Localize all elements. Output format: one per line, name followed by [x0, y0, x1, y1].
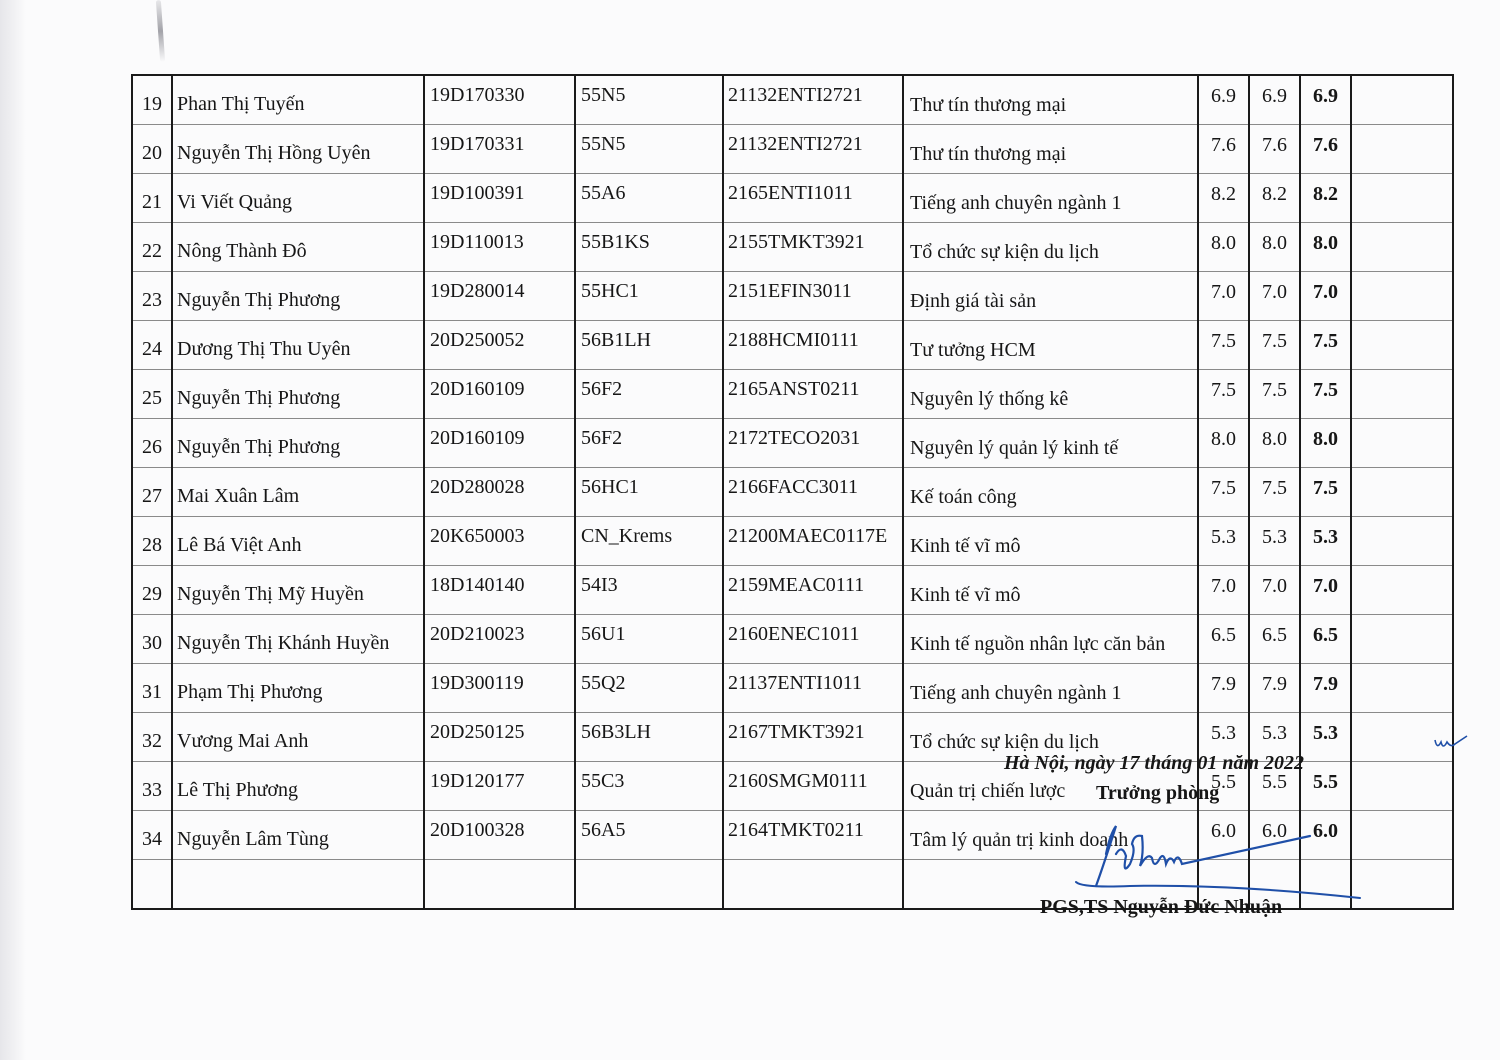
student-name: Lê Thị Phương [172, 762, 424, 811]
student-id: 20D210023 [424, 615, 575, 664]
class-code: 55Q2 [575, 664, 723, 713]
score-1: 6.9 [1198, 75, 1249, 125]
class-code: 56B1LH [575, 321, 723, 370]
score-2: 7.0 [1249, 272, 1300, 321]
final-score: 7.0 [1300, 272, 1351, 321]
final-score: 7.5 [1300, 321, 1351, 370]
table-row [132, 566, 1453, 615]
student-id: 19D170330 [424, 75, 575, 125]
class-code: 56HC1 [575, 468, 723, 517]
table-row [132, 615, 1453, 664]
student-name: Lê Bá Việt Anh [172, 517, 424, 566]
student-id: 20K650003 [424, 517, 575, 566]
student-name: Nguyễn Thị Hồng Uyên [172, 125, 424, 174]
student-id: 20D100328 [424, 811, 575, 860]
student-id: 19D280014 [424, 272, 575, 321]
score-2: 5.3 [1249, 517, 1300, 566]
score-2: 5.3 [1249, 713, 1300, 762]
subject-name: Tiếng anh chuyên ngành 1 [903, 174, 1198, 223]
row-number: 31 [132, 664, 172, 713]
score-2: 8.2 [1249, 174, 1300, 223]
student-name: Nguyễn Thị Phương [172, 272, 424, 321]
subject-name: Tư tưởng HCM [903, 321, 1198, 370]
course-code: 2188HCMI0111 [723, 321, 903, 370]
score-1: 7.5 [1198, 468, 1249, 517]
final-score: 6.5 [1300, 615, 1351, 664]
table-row [132, 370, 1453, 419]
course-code: 2167TMKT3921 [723, 713, 903, 762]
course-code [723, 860, 903, 910]
student-name [172, 860, 424, 910]
table-row [132, 272, 1453, 321]
score-2: 7.5 [1249, 468, 1300, 517]
course-code: 2165ANST0211 [723, 370, 903, 419]
table-row [132, 517, 1453, 566]
score-1: 7.5 [1198, 370, 1249, 419]
student-id: 19D120177 [424, 762, 575, 811]
course-code: 2160ENEC1011 [723, 615, 903, 664]
subject-name: Quản trị chiến lược [903, 762, 1198, 811]
row-number: 25 [132, 370, 172, 419]
score-1: 5.3 [1198, 517, 1249, 566]
score-1: 6.0 [1198, 811, 1249, 860]
student-id: 20D160109 [424, 419, 575, 468]
subject-name: Tâm lý quản trị kinh doanh [903, 811, 1198, 860]
student-id: 19D100391 [424, 174, 575, 223]
subject-name: Tiếng anh chuyên ngành 1 [903, 664, 1198, 713]
row-number: 19 [132, 75, 172, 125]
final-score: 7.9 [1300, 664, 1351, 713]
row-number: 30 [132, 615, 172, 664]
note-cell [1351, 125, 1453, 174]
subject-name: Kinh tế vĩ mô [903, 517, 1198, 566]
note-cell [1351, 762, 1453, 811]
note-cell [1351, 174, 1453, 223]
course-code: 2155TMKT3921 [723, 223, 903, 272]
row-number: 20 [132, 125, 172, 174]
final-score: 7.0 [1300, 566, 1351, 615]
score-2: 7.5 [1249, 321, 1300, 370]
score-2: 8.0 [1249, 223, 1300, 272]
row-number: 27 [132, 468, 172, 517]
row-number: 34 [132, 811, 172, 860]
note-cell [1351, 566, 1453, 615]
class-code: 56F2 [575, 370, 723, 419]
scan-left-edge [0, 0, 26, 1060]
note-cell [1351, 517, 1453, 566]
subject-name: Nguyên lý thống kê [903, 370, 1198, 419]
score-1: 7.0 [1198, 272, 1249, 321]
score-2: 6.5 [1249, 615, 1300, 664]
student-name: Nguyễn Thị Phương [172, 370, 424, 419]
student-id: 19D300119 [424, 664, 575, 713]
row-number: 21 [132, 174, 172, 223]
score-2: 7.9 [1249, 664, 1300, 713]
note-cell [1351, 272, 1453, 321]
subject-name: Kinh tế vĩ mô [903, 566, 1198, 615]
row-number: 33 [132, 762, 172, 811]
student-name: Nguyễn Lâm Tùng [172, 811, 424, 860]
subject-name: Định giá tài sản [903, 272, 1198, 321]
note-cell [1351, 223, 1453, 272]
student-name: Nguyễn Thị Phương [172, 419, 424, 468]
note-cell [1351, 75, 1453, 125]
final-score: 8.2 [1300, 174, 1351, 223]
row-number: 26 [132, 419, 172, 468]
class-code: 56A5 [575, 811, 723, 860]
class-code: 56U1 [575, 615, 723, 664]
score-1: 5.3 [1198, 713, 1249, 762]
score-1: 8.0 [1198, 223, 1249, 272]
course-code: 2166FACC3011 [723, 468, 903, 517]
grades-table-body [132, 75, 1453, 909]
row-number: 29 [132, 566, 172, 615]
subject-name: Tổ chức sự kiện du lịch [903, 713, 1198, 762]
score-1: 7.6 [1198, 125, 1249, 174]
student-id: 18D140140 [424, 566, 575, 615]
course-code: 2159MEAC0111 [723, 566, 903, 615]
student-id: 20D250125 [424, 713, 575, 762]
signer-role: Trưởng phòng [1096, 782, 1220, 804]
class-code: 56F2 [575, 419, 723, 468]
score-2: 6.0 [1249, 811, 1300, 860]
class-code: 55C3 [575, 762, 723, 811]
final-score: 5.5 [1300, 762, 1351, 811]
row-number: 24 [132, 321, 172, 370]
table-row [132, 125, 1453, 174]
score-2: 7.6 [1249, 125, 1300, 174]
course-code: 21137ENTI1011 [723, 664, 903, 713]
class-code: 54I3 [575, 566, 723, 615]
student-id [424, 860, 575, 910]
table-row [132, 223, 1453, 272]
final-score: 5.3 [1300, 517, 1351, 566]
score-1: 7.0 [1198, 566, 1249, 615]
scan-artifact [156, 0, 165, 62]
score-1: 8.2 [1198, 174, 1249, 223]
student-name: Nguyễn Thị Khánh Huyền [172, 615, 424, 664]
row-number [132, 860, 172, 910]
class-code: 55B1KS [575, 223, 723, 272]
score-1: 7.9 [1198, 664, 1249, 713]
class-code: CN_Krems [575, 517, 723, 566]
initials-mark-icon [1433, 730, 1469, 752]
student-name: Mai Xuân Lâm [172, 468, 424, 517]
final-score: 6.0 [1300, 811, 1351, 860]
subject-name: Kinh tế nguồn nhân lực căn bản [903, 615, 1198, 664]
subject-name: Thư tín thương mại [903, 75, 1198, 125]
class-code: 55N5 [575, 75, 723, 125]
student-id: 20D250052 [424, 321, 575, 370]
note-cell [1351, 370, 1453, 419]
student-name: Phạm Thị Phương [172, 664, 424, 713]
student-id: 20D160109 [424, 370, 575, 419]
student-name: Vi Viết Quảng [172, 174, 424, 223]
table-row [132, 75, 1453, 125]
final-score: 8.0 [1300, 223, 1351, 272]
course-code: 2164TMKT0211 [723, 811, 903, 860]
student-name: Phan Thị Tuyến [172, 75, 424, 125]
subject-name: Nguyên lý quản lý kinh tế [903, 419, 1198, 468]
course-code: 21132ENTI2721 [723, 75, 903, 125]
course-code: 21200MAEC0117E [723, 517, 903, 566]
note-cell [1351, 615, 1453, 664]
final-score: 6.9 [1300, 75, 1351, 125]
score-2: 8.0 [1249, 419, 1300, 468]
score-1: 7.5 [1198, 321, 1249, 370]
student-name: Vương Mai Anh [172, 713, 424, 762]
score-2: 7.5 [1249, 370, 1300, 419]
student-name: Nông Thành Đô [172, 223, 424, 272]
table-row [132, 664, 1453, 713]
course-code: 2151EFIN3011 [723, 272, 903, 321]
table-row [132, 468, 1453, 517]
score-2: 7.0 [1249, 566, 1300, 615]
subject-name: Kế toán công [903, 468, 1198, 517]
final-score: 7.5 [1300, 468, 1351, 517]
note-cell [1351, 468, 1453, 517]
score-2: 5.5 [1249, 762, 1300, 811]
final-score: 5.3 [1300, 713, 1351, 762]
table-row [132, 321, 1453, 370]
student-id: 20D280028 [424, 468, 575, 517]
row-number: 28 [132, 517, 172, 566]
signer-name: PGS,TS Nguyễn Đức Nhuận [1040, 896, 1283, 918]
subject-name: Tổ chức sự kiện du lịch [903, 223, 1198, 272]
date-line: Hà Nội, ngày 17 tháng 01 năm 2022 [1004, 752, 1305, 774]
row-number: 22 [132, 223, 172, 272]
student-name: Dương Thị Thu Uyên [172, 321, 424, 370]
score-2: 6.9 [1249, 75, 1300, 125]
note-cell [1351, 321, 1453, 370]
course-code: 2172TECO2031 [723, 419, 903, 468]
subject-name: Thư tín thương mại [903, 125, 1198, 174]
table-row [132, 419, 1453, 468]
final-score: 8.0 [1300, 419, 1351, 468]
table-row [132, 174, 1453, 223]
student-id: 19D110013 [424, 223, 575, 272]
grades-table [131, 74, 1454, 910]
note-cell [1351, 419, 1453, 468]
course-code: 2165ENTI1011 [723, 174, 903, 223]
student-id: 19D170331 [424, 125, 575, 174]
final-score: 7.6 [1300, 125, 1351, 174]
row-number: 32 [132, 713, 172, 762]
course-code: 2160SMGM0111 [723, 762, 903, 811]
final-score: 7.5 [1300, 370, 1351, 419]
class-code: 55HC1 [575, 272, 723, 321]
score-1: 5.5 [1198, 762, 1249, 811]
class-code: 55A6 [575, 174, 723, 223]
class-code: 55N5 [575, 125, 723, 174]
note-cell [1351, 664, 1453, 713]
class-code [575, 860, 723, 910]
class-code: 56B3LH [575, 713, 723, 762]
score-1: 6.5 [1198, 615, 1249, 664]
score-1: 8.0 [1198, 419, 1249, 468]
course-code: 21132ENTI2721 [723, 125, 903, 174]
student-name: Nguyễn Thị Mỹ Huyền [172, 566, 424, 615]
row-number: 23 [132, 272, 172, 321]
